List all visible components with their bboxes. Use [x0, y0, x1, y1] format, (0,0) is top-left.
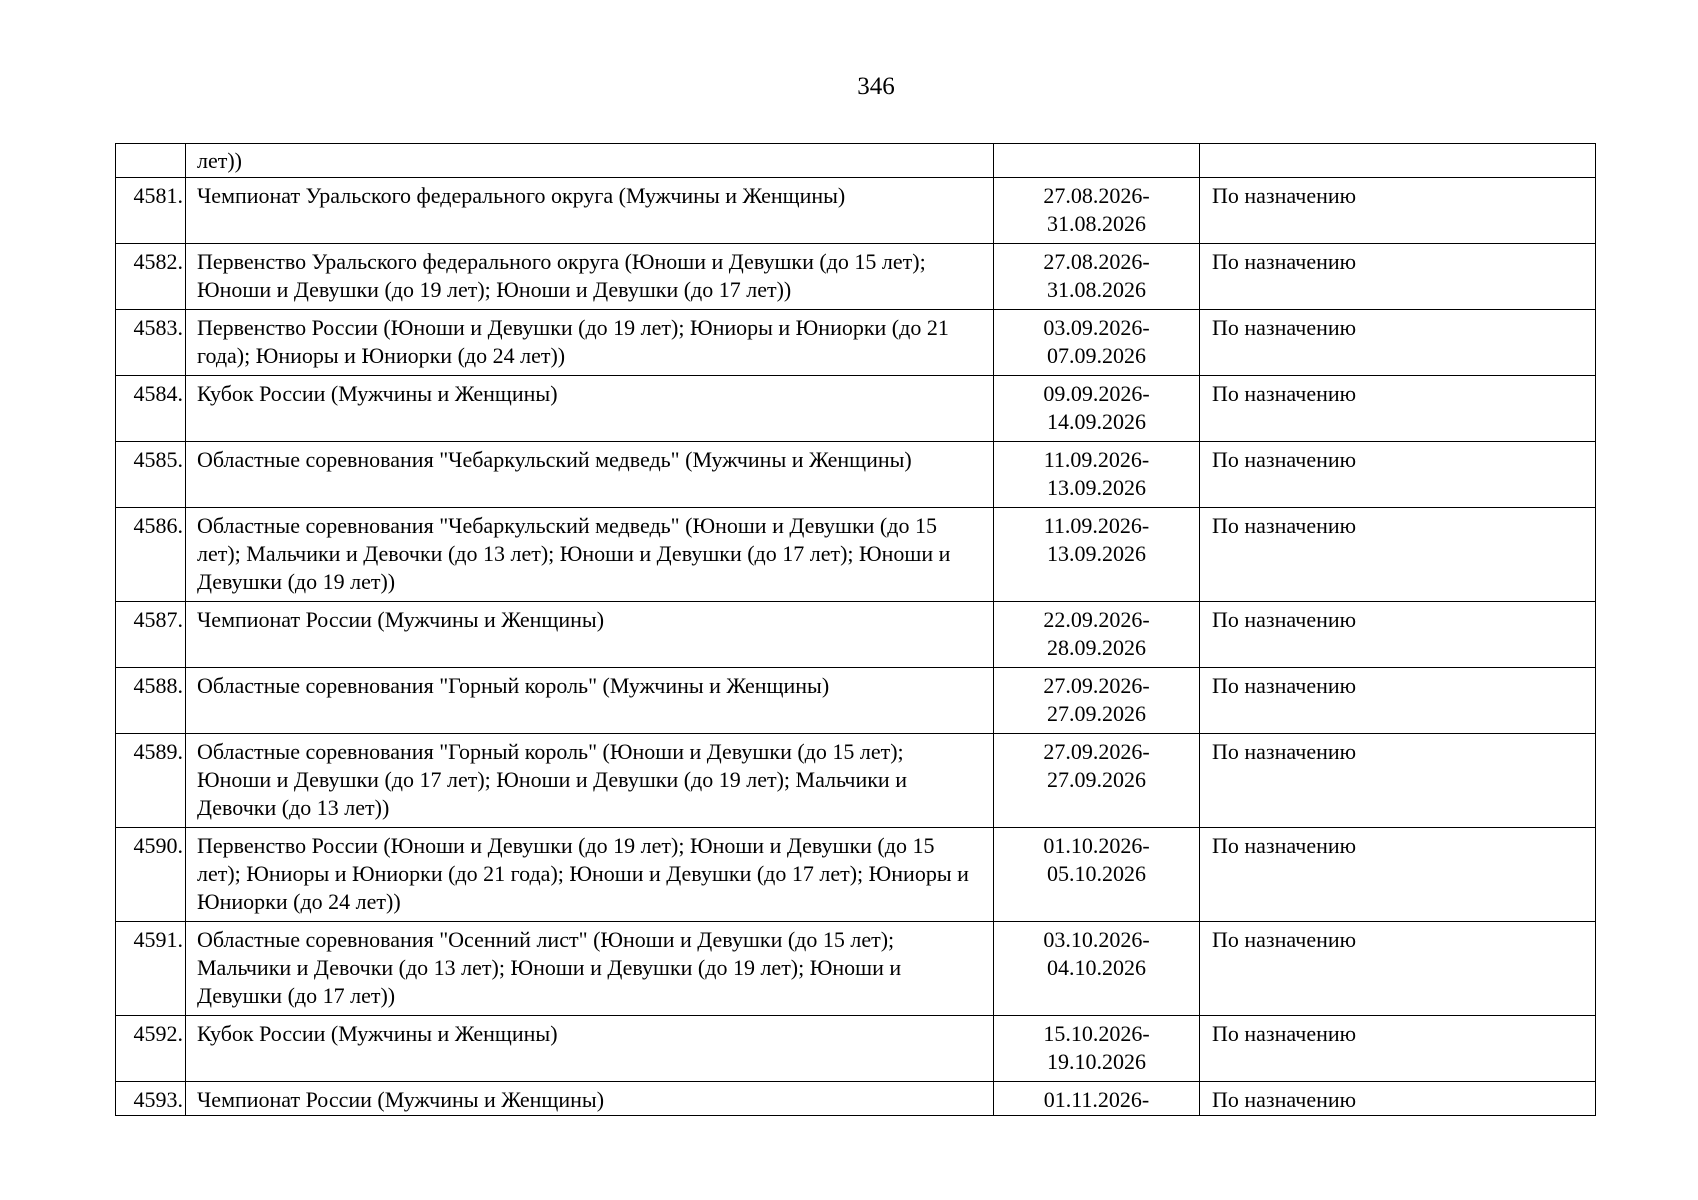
event-organizer: По назначению [1200, 602, 1596, 668]
date-from: 11.09.2026- [1043, 513, 1150, 538]
date-from: 27.09.2026- [1043, 739, 1150, 764]
event-organizer: По назначению [1200, 668, 1596, 734]
event-name: Кубок России (Мужчины и Женщины) [186, 1016, 994, 1082]
row-number: 4586. [116, 508, 186, 602]
event-name: Областные соревнования "Чебаркульский медведь" (Юноши и Девушки (до 15 лет); Мальчики и Девочки (до 13 лет); Юноши и Девушки (до 17 лет); Юноши и Девушки (до 19 лет)) [186, 508, 994, 602]
table-row [116, 734, 1596, 828]
row-number: 4582. [116, 244, 186, 310]
date-to: 31.08.2026 [1047, 277, 1146, 302]
table-row [116, 828, 1596, 922]
event-dates [994, 828, 1200, 922]
event-organizer: По назначению [1200, 828, 1596, 922]
event-organizer: По назначению [1200, 442, 1596, 508]
event-organizer: По назначению [1200, 310, 1596, 376]
event-name: Первенство России (Юноши и Девушки (до 19 лет); Юниоры и Юниорки (до 21 года); Юниоры и Юниорки (до 24 лет)) [186, 310, 994, 376]
date-from: 15.10.2026- [1043, 1021, 1150, 1046]
event-organizer: По назначению [1200, 508, 1596, 602]
event-name: Первенство России (Юноши и Девушки (до 19 лет); Юноши и Девушки (до 15 лет); Юниоры и Юниорки (до 21 года); Юноши и Девушки (до 17 лет); Юниоры и Юниорки (до 24 лет)) [186, 828, 994, 922]
table-row [116, 602, 1596, 668]
event-name: Областные соревнования "Горный король" (Юноши и Девушки (до 15 лет); Юноши и Девушки (до 17 лет); Юноши и Девушки (до 19 лет); Мальчики и Девочки (до 13 лет)) [186, 734, 994, 828]
table-row [116, 442, 1596, 508]
table-row [116, 508, 1596, 602]
date-to: 27.09.2026 [1047, 701, 1146, 726]
row-number [116, 144, 186, 178]
event-dates [994, 602, 1200, 668]
date-to: 31.08.2026 [1047, 211, 1146, 236]
row-number: 4583. [116, 310, 186, 376]
date-from: 03.09.2026- [1043, 315, 1150, 340]
event-organizer: По назначению [1200, 922, 1596, 1016]
event-dates [994, 922, 1200, 1016]
event-dates [994, 668, 1200, 734]
event-dates [994, 376, 1200, 442]
row-number: 4581. [116, 178, 186, 244]
event-organizer [1200, 144, 1596, 178]
date-to: 14.09.2026 [1047, 409, 1146, 434]
event-organizer: По назначению [1200, 1016, 1596, 1082]
row-number: 4584. [116, 376, 186, 442]
date-to: 07.09.2026 [1047, 343, 1146, 368]
event-dates [994, 442, 1200, 508]
event-name: Чемпионат России (Мужчины и Женщины) [186, 1082, 994, 1116]
date-from: 27.09.2026- [1043, 673, 1150, 698]
event-name: Чемпионат России (Мужчины и Женщины) [186, 602, 994, 668]
table-row [116, 668, 1596, 734]
row-number: 4592. [116, 1016, 186, 1082]
events-table [115, 143, 1596, 1116]
event-dates [994, 310, 1200, 376]
event-organizer: По назначению [1200, 376, 1596, 442]
event-name: Областные соревнования "Чебаркульский медведь" (Мужчины и Женщины) [186, 442, 994, 508]
event-organizer: По назначению [1200, 734, 1596, 828]
event-name: Кубок России (Мужчины и Женщины) [186, 376, 994, 442]
row-number: 4590. [116, 828, 186, 922]
event-dates [994, 178, 1200, 244]
date-from: 01.10.2026- [1043, 833, 1150, 858]
date-to: 05.10.2026 [1047, 861, 1146, 886]
events-table-body [116, 144, 1596, 1116]
event-organizer: По назначению [1200, 244, 1596, 310]
table-row [116, 144, 1596, 178]
date-from: 27.08.2026- [1043, 183, 1150, 208]
table-row [116, 310, 1596, 376]
date-from: 11.09.2026- [1043, 447, 1150, 472]
table-row [116, 244, 1596, 310]
event-name: Областные соревнования "Горный король" (Мужчины и Женщины) [186, 668, 994, 734]
row-number: 4587. [116, 602, 186, 668]
row-number: 4589. [116, 734, 186, 828]
table-row [116, 178, 1596, 244]
date-to: 28.09.2026 [1047, 635, 1146, 660]
date-from: 22.09.2026- [1043, 607, 1150, 632]
date-from: 01.11.2026- [1043, 1087, 1150, 1112]
date-to: 27.09.2026 [1047, 767, 1146, 792]
event-dates [994, 244, 1200, 310]
row-number: 4585. [116, 442, 186, 508]
event-name: Чемпионат Уральского федерального округа (Мужчины и Женщины) [186, 178, 994, 244]
date-to: 19.10.2026 [1047, 1049, 1146, 1074]
date-from: 09.09.2026- [1043, 381, 1150, 406]
date-to: 13.09.2026 [1047, 475, 1146, 500]
table-row [116, 1016, 1596, 1082]
event-name: лет)) [186, 144, 994, 178]
date-to: 13.09.2026 [1047, 541, 1146, 566]
event-dates [994, 1016, 1200, 1082]
table-row [116, 1082, 1596, 1116]
event-dates [994, 508, 1200, 602]
page-number: 346 [857, 73, 895, 100]
event-organizer: По назначению [1200, 1082, 1596, 1116]
date-from: 27.08.2026- [1043, 249, 1150, 274]
event-dates [994, 144, 1200, 178]
date-from: 03.10.2026- [1043, 927, 1150, 952]
date-to: 04.10.2026 [1047, 955, 1146, 980]
event-organizer: По назначению [1200, 178, 1596, 244]
event-dates [994, 1082, 1200, 1116]
table-row [116, 376, 1596, 442]
table-row [116, 922, 1596, 1016]
event-name: Областные соревнования "Осенний лист" (Юноши и Девушки (до 15 лет); Мальчики и Девочки (до 13 лет); Юноши и Девушки (до 19 лет); Юноши и Девушки (до 17 лет)) [186, 922, 994, 1016]
row-number: 4588. [116, 668, 186, 734]
row-number: 4593. [116, 1082, 186, 1116]
event-name: Первенство Уральского федерального округа (Юноши и Девушки (до 15 лет); Юноши и Девушки (до 19 лет); Юноши и Девушки (до 17 лет)) [186, 244, 994, 310]
event-dates [994, 734, 1200, 828]
row-number: 4591. [116, 922, 186, 1016]
